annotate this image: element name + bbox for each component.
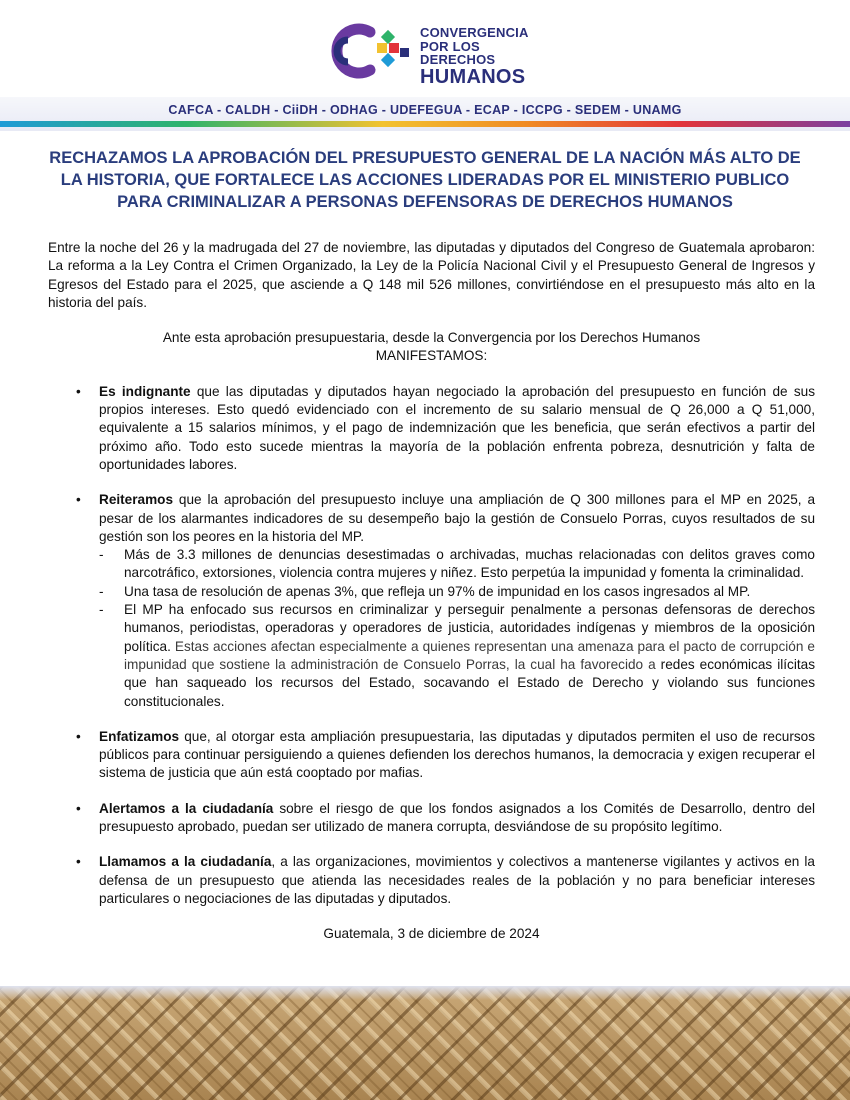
- document-body: [48, 239, 815, 944]
- dash-icon: -: [99, 547, 104, 563]
- logo-wordmark: [420, 26, 548, 87]
- logo-line-1: CONVERGENCIA: [420, 25, 529, 40]
- bullet-icon: •: [76, 800, 81, 816]
- list-item: [48, 853, 815, 908]
- bullet-icon: •: [76, 492, 81, 508]
- organization-logo: [328, 20, 548, 88]
- point-text: , a las organizaciones, movimientos y colectivos a mantenerse vigilantes y activos en la defensa de un presupuesto que atienda las necesidades reales de la población y no para beneficiar intereses particulares o negociaciones de las diputadas y diputados.: [99, 854, 815, 906]
- points-list: [48, 383, 815, 908]
- point-lead: Reiteramos: [99, 492, 174, 508]
- list-item: [48, 491, 815, 711]
- sub-item-text-muted: Estas acciones afectan especialmente a quienes representan una amenaza para el pacto de corrupción e impunidad que sostiene la administración de Consuelo Porras, la cual ha favorecido a: [124, 638, 815, 672]
- sub-item-text-end: redes económicas ilícitas que han saqueado los recursos del Estado, socavando el Estado de Derecho y violando sus funciones constitucionales.: [124, 656, 815, 709]
- document-title: RECHAZAMOS LA APROBACIÓN DEL PRESUPUESTO GENERAL DE LA NACIÓN MÁS ALTO DE LA HISTORIA, QUE FORTALECE LAS ACCIONES LIDERADAS POR EL MINISTERIO PUBLICO PARA CRIMINALIZAR A PERSONAS DEFENSORAS DE DERECHOS HUMANOS: [49, 149, 801, 211]
- sub-item-text: Una tasa de resolución de apenas 3%, que refleja un 97% de impunidad en los casos ingresados al MP.: [124, 583, 751, 599]
- sub-list-item: [99, 583, 815, 601]
- point-text: sobre el riesgo de que los fondos asignados a los Comités de Desarrollo, dentro del presupuesto aprobado, puedan ser utilizado de manera corrupta, desviándose de su propósito legítimo.: [99, 800, 815, 835]
- footer-fade: [0, 986, 850, 1000]
- statement-line: Ante esta aprobación presupuestaria, desde la Convergencia por los Derechos Humanos: [162, 330, 701, 346]
- convergencia-logo-icon: [328, 20, 418, 82]
- point-text: que las diputadas y diputados hayan negociado la aprobación del presupuesto en función de sus propios intereses. Esto quedó evidenciado con el incremento de su salario mensual de Q 26,000 a Q 51,000, equivalente a 15 salarios mínimos, y el pago de indemnización que les beneficia, que serán efectivos a partir del próximo año. Todo esto sucede mientras la mayoría de la población enfrenta pobreza, desnutrición y falta de oportunidades labores.: [99, 383, 815, 472]
- list-item: [48, 800, 815, 837]
- point-text: que, al otorgar esta ampliación presupuestaria, las diputadas y diputados permiten el uso de recursos públicos para continuar persiguiendo a quienes defienden los derechos humanos, la democracia y exigen recuperar el sistema de justicia que aún está cooptado por mafias.: [99, 728, 815, 781]
- point-text: que la aprobación del presupuesto incluye una ampliación de Q 300 millones para el MP en 2025, a pesar de los alarmantes indicadores de su desempeño bajo la gestión de Consuelo Porras, cuyos resultados de su gestión son los peores en la historia del MP.: [99, 492, 815, 544]
- list-item: [48, 728, 815, 783]
- bullet-icon: •: [76, 854, 81, 870]
- point-lead: Alertamos a la ciudadanía: [99, 800, 274, 816]
- header-color-stripe: [0, 121, 850, 127]
- bullet-icon: •: [76, 728, 81, 744]
- dash-icon: -: [99, 602, 104, 618]
- list-item: [48, 383, 815, 474]
- point-lead: Llamamos a la ciudadanía: [99, 854, 272, 870]
- woven-basket-footer: [0, 986, 850, 1100]
- manifestamos-heading: MANIFESTAMOS:: [375, 348, 488, 364]
- sub-item-text: El MP ha enfocado sus recursos en criminalizar y perseguir penalmente a personas defensoras de derechos humanos, periodistas, operadoras y operadores de justicia, autoridades indígenas y miembros de la oposición política.: [124, 602, 815, 654]
- bullet-icon: •: [76, 383, 81, 399]
- dash-icon: -: [99, 583, 104, 599]
- sub-list-item: [99, 601, 815, 711]
- signature-date: Guatemala, 3 de diciembre de 2024: [323, 926, 540, 942]
- sub-list: [99, 546, 815, 711]
- logo-line-2: POR LOS DERECHOS: [420, 39, 496, 67]
- point-lead: Enfatizamos: [99, 728, 180, 744]
- logo-line-3: HUMANOS: [420, 66, 526, 88]
- point-lead: Es indignante: [99, 383, 191, 399]
- member-organizations: CAFCA - CALDH - CiiDH - ODHAG - UDEFEGUA - ECAP - ICCPG - SEDEM - UNAMG: [168, 103, 682, 117]
- sub-item-text: Más de 3.3 millones de denuncias desestimadas o archivadas, muchas relacionadas con delitos graves como narcotráfico, extorsiones, violencia contra mujeres y niñez. Esto perpetúa la impunidad y fomenta la criminalidad.: [124, 547, 815, 581]
- intro-paragraph: Entre la noche del 26 y la madrugada del 27 de noviembre, las diputadas y diputados del Congreso de Guatemala aprobaron: La reforma a la Ley Contra el Crimen Organizado, la Ley de la Policía Nacional Civil y el Presupuesto General de Ingresos y Egresos del Estado para el 2025, que asciende a Q 148 mil 526 millones, convirtiéndose en el presupuesto más alto en la historia del país.: [48, 240, 815, 310]
- sub-list-item: [99, 546, 815, 583]
